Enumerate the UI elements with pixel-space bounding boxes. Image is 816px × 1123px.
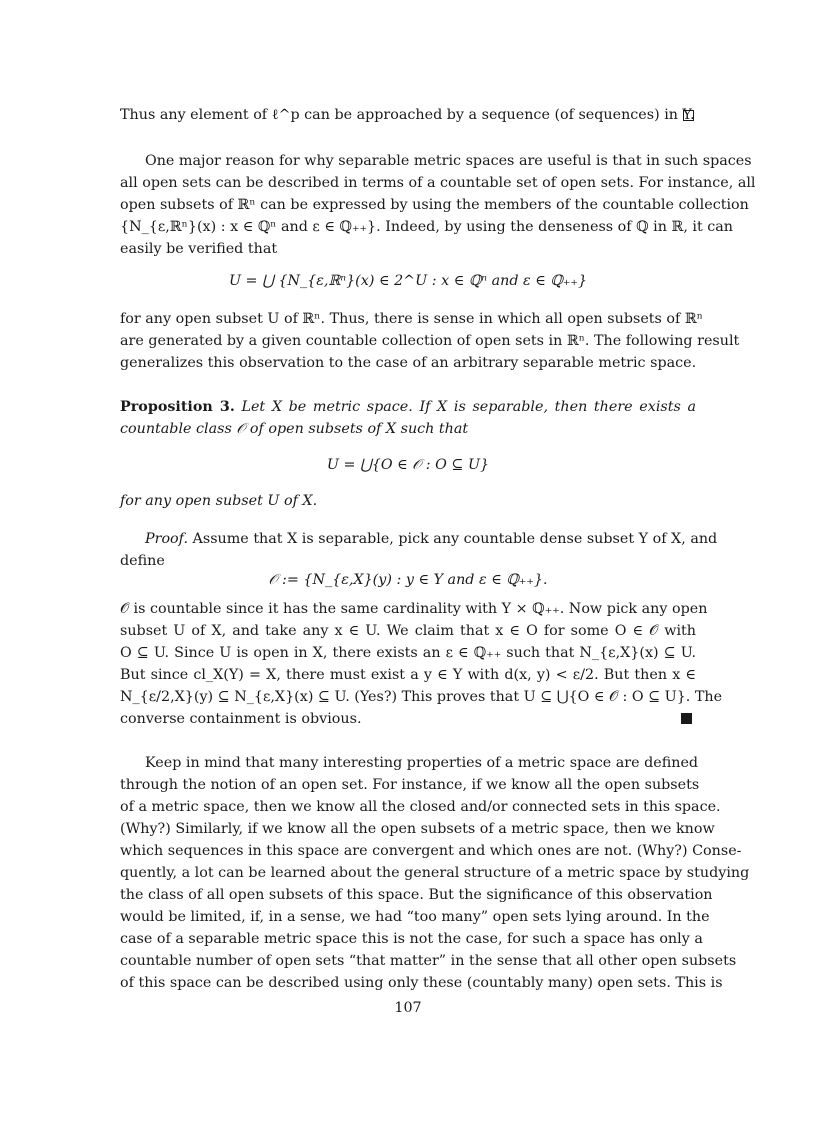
paragraph-line: of a metric space, then we know all the closed and/or connected sets in this space. xyxy=(120,799,721,815)
paragraph-line: countable number of open sets “that matter” in the sense that all other open subsets xyxy=(120,953,737,969)
paragraph-line: generalizes this observation to the case of an arbitrary separable metric space. xyxy=(120,355,697,371)
proof-line: O ⊆ U. Since U is open in X, there exists an ε ∈ ℚ₊₊ such that N_{ε,X}(x) ⊆ U. xyxy=(120,645,696,661)
paragraph-line: of this space can be described using only these (countably many) open sets. This is xyxy=(120,975,723,991)
proof-text: Assume that X is separable, pick any countable dense subset Y of X, and xyxy=(192,531,718,547)
paragraph-line: the class of all open subsets of this space. But the significance of this observation xyxy=(120,887,713,903)
proposition-line: countable class 𝒪 of open subsets of X such that xyxy=(120,421,469,437)
proposition-line xyxy=(120,396,696,418)
proposition-text: Let X be metric space. If X is separable, then there exists a xyxy=(241,399,696,415)
qed-box-icon xyxy=(683,110,694,121)
qed-filled-square-icon xyxy=(681,713,692,724)
proof-line: 𝒪 is countable since it has the same cardinality with Y × ℚ₊₊. Now pick any open xyxy=(120,601,708,617)
display-equation: 𝒪 := {N_{ε,X}(y) : y ∈ Y and ε ∈ ℚ₊₊}. xyxy=(268,572,548,588)
page-number: 107 xyxy=(394,1000,422,1016)
paragraph-line: One major reason for why separable metric spaces are useful is that in such spaces xyxy=(145,153,752,169)
proof-line: subset U of X, and take any x ∈ U. We claim that x ∈ O for some O ∈ 𝒪 with xyxy=(120,623,696,639)
paragraph-line: would be limited, if, in a sense, we had “too many” open sets lying around. In the xyxy=(120,909,710,925)
text-line: Thus any element of ℓ^p can be approached by a sequence (of sequences) in Y. xyxy=(120,107,695,123)
display-equation: U = ⋃{O ∈ 𝒪 : O ⊆ U} xyxy=(326,457,490,473)
paragraph-line: case of a separable metric space this is not the case, for such a space has only a xyxy=(120,931,703,947)
proof-line: define xyxy=(120,553,165,569)
paragraph-line: are generated by a given countable collection of open sets in ℝⁿ. The following result xyxy=(120,333,740,349)
text-line: converse containment is obvious. xyxy=(120,711,362,727)
paragraph-line: easily be verified that xyxy=(120,241,278,257)
paragraph-line: for any open subset U of ℝⁿ. Thus, there is sense in which all open subsets of ℝⁿ xyxy=(120,311,703,327)
proof-heading: Proof. xyxy=(145,531,188,547)
paragraph-line: {N_{ε,ℝⁿ}(x) : x ∈ ℚⁿ and ε ∈ ℚ₊₊}. Indeed, by using the denseness of ℚ in ℝ, it can xyxy=(120,219,734,235)
proof-line: But since cl_X(Y) = X, there must exist a y ∈ Y with d(x, y) < ε/2. But then x ∈ xyxy=(120,667,696,683)
paragraph-line xyxy=(120,104,696,126)
paragraph-line: (Why?) Similarly, if we know all the open subsets of a metric space, then we know xyxy=(120,821,715,837)
display-equation: U = ⋃ {N_{ε,ℝⁿ}(x) ∈ 2^U : x ∈ ℚⁿ and ε ∈ ℚ₊₊} xyxy=(228,273,588,289)
paragraph-line: quently, a lot can be learned about the general structure of a metric space by studying xyxy=(120,865,750,881)
paragraph-line: which sequences in this space are convergent and which ones are not. (Why?) Conse- xyxy=(120,843,742,859)
proof-line xyxy=(120,708,696,730)
paragraph-line: all open sets can be described in terms of a countable set of open sets. For instance, all xyxy=(120,175,756,191)
paragraph-line: Keep in mind that many interesting properties of a metric space are defined xyxy=(145,755,699,771)
proposition-line: for any open subset U of X. xyxy=(120,493,318,509)
proof-line xyxy=(120,528,718,550)
paragraph-line: open subsets of ℝⁿ can be expressed by using the members of the countable collection xyxy=(120,197,749,213)
proof-line: N_{ε/2,X}(y) ⊆ N_{ε,X}(x) ⊆ U. (Yes?) This proves that U ⊆ ⋃{O ∈ 𝒪 : O ⊆ U}. The xyxy=(120,689,723,705)
proposition-heading: Proposition 3. xyxy=(120,399,235,415)
paragraph-line: through the notion of an open set. For instance, if we know all the open subsets xyxy=(120,777,700,793)
